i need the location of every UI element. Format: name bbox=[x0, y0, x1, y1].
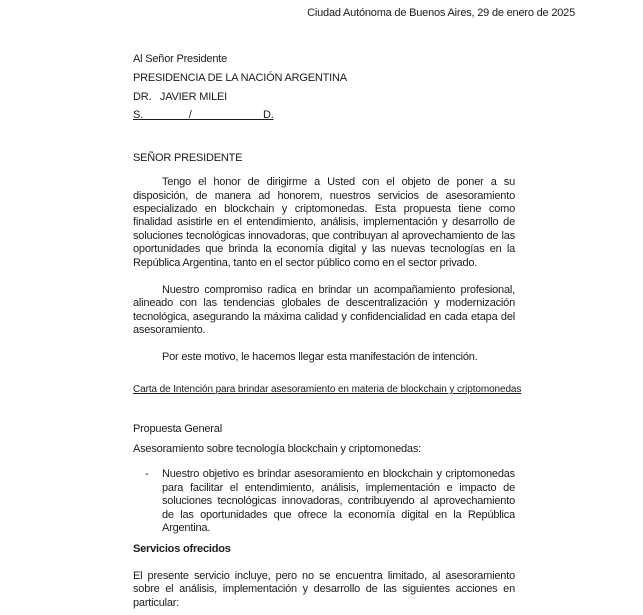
services-intro: El presente servicio incluye, pero no se encuentra limitado, al asesoramiento sobre el análisis, implementación y desarrollo de las siguientes acciones en particular: bbox=[133, 569, 515, 609]
paragraph-motive: Por este motivo, le hacemos llegar esta manifestación de intención. bbox=[162, 350, 478, 363]
list-item-text: Nuestro objetivo es brindar asesoramiento en blockchain y criptomonedas para facilitar el entendimiento, análisis, implementación e impacto de soluciones tecnológicas innovadoras, contribuyendo al aprovechamiento de las oportunidades que ofrece la economía digital en la República Argentina. bbox=[162, 468, 515, 534]
recipient-institution: PRESIDENCIA DE LA NACIÓN ARGENTINA bbox=[133, 72, 347, 84]
salutation-s-d: S. / D. bbox=[133, 109, 274, 122]
section-heading-servicios-ofrecidos: Servicios ofrecidos bbox=[133, 543, 231, 556]
recipient-name: DR. JAVIER MILEI bbox=[133, 90, 227, 103]
section-heading-propuesta-general: Propuesta General bbox=[133, 423, 222, 436]
subject-line: Carta de Intención para brindar asesoramiento en materia de blockchain y criptomonedas bbox=[133, 384, 522, 396]
recipient-title: Al Señor Presidente bbox=[133, 53, 228, 66]
proposal-intro: Asesoramiento sobre tecnología blockchain y criptomonedas: bbox=[133, 442, 422, 455]
bullet-dash-marker: - bbox=[145, 468, 149, 481]
salutation-line bbox=[133, 106, 515, 125]
paragraph-intro: Tengo el honor de dirigirme a Usted con el objeto de poner a su disposición, de manera ad honorem, nuestros servicios de asesoramiento especializado en blockchain y criptomonedas. Esta propuesta tiene como finalidad asistirle en el entendimiento, análisis, implementación y desarrollo de soluciones tecnológicas innovadoras, que contribuyan al aprovechamiento de las oportunidades que brinda la economía digital y las nuevas tecnologías en la República Argentina, tanto en el sector público como en el sector privado. bbox=[133, 176, 515, 269]
paragraph-commitment: Nuestro compromiso radica en brindar un acompañamiento profesional, alineado con las tendencias globales de descentralización y modernización tecnológica, asegurando la máxima calidad y confidencialidad en cada etapa del asesoramiento. bbox=[133, 284, 515, 337]
date-line: Ciudad Autónoma de Buenos Aires, 29 de enero de 2025 bbox=[307, 7, 575, 19]
greeting-line: SEÑOR PRESIDENTE bbox=[133, 151, 243, 164]
list-item bbox=[133, 468, 515, 535]
recipient-block bbox=[133, 50, 515, 124]
